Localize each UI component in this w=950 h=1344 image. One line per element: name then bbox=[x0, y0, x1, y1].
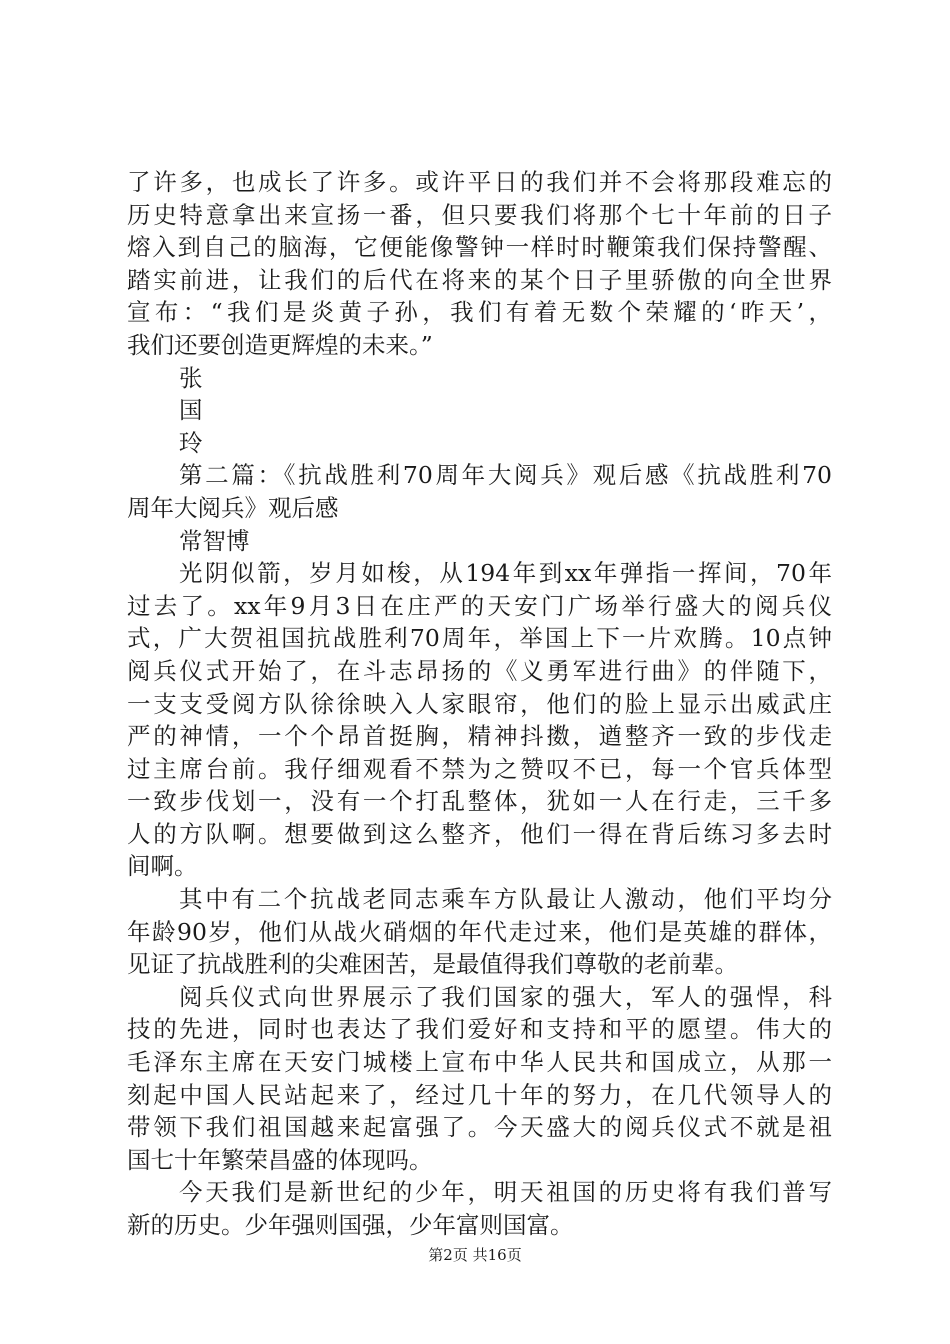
text-line: 过去了。xx年9月3日在庄严的天安门广场举行盛大的阅兵仪 bbox=[127, 591, 832, 620]
text-line: 新的历史。少年强则国强，少年富则国富。 bbox=[127, 1211, 574, 1239]
text-line: 我们还要创造更辉煌的未来。” bbox=[127, 330, 433, 359]
text-line: 严的神情，一个个昂首挺胸，精神抖擞，遒整齐一致的步伐走 bbox=[127, 722, 832, 751]
text-line: 式，广大贺祖国抗战胜利70周年，举国上下一片欢腾。10点钟 bbox=[127, 624, 832, 653]
text-line: 玲 bbox=[179, 428, 203, 457]
text-line: 今天我们是新世纪的少年，明天祖国的历史将有我们普写 bbox=[179, 1178, 832, 1207]
text-line: 间啊。 bbox=[127, 852, 198, 881]
text-line: 熔入到自己的脑海，它便能像警钟一样时时鞭策我们保持警醒、 bbox=[127, 233, 832, 262]
text-line: 技的先进，同时也表达了我们爱好和支持和平的愿望。伟大的 bbox=[127, 1015, 832, 1044]
text-line: 常智博 bbox=[179, 526, 250, 555]
text-line: 国 bbox=[179, 396, 203, 425]
text-line: 宣布：“我们是炎黄子孙，我们有着无数个荣耀的‘昨天’， bbox=[127, 298, 832, 327]
text-line: 张 bbox=[179, 363, 203, 392]
text-line: 年龄90岁，他们从战火硝烟的年代走过来，他们是英雄的群体， bbox=[127, 917, 832, 946]
text-line: 带领下我们祖国越来起富强了。今天盛大的阅兵仪式不就是祖 bbox=[127, 1113, 832, 1142]
document-body bbox=[127, 166, 832, 1242]
text-line: 阅兵仪式向世界展示了我们国家的强大，军人的强悍，科 bbox=[179, 982, 832, 1011]
page-footer: 第2页 共16页 bbox=[428, 1246, 522, 1264]
text-line: 周年大阅兵》观后感 bbox=[127, 493, 339, 522]
text-line: 过主席台前。我仔细观看不禁为之赞叹不已，每一个官兵体型 bbox=[127, 754, 832, 783]
text-line: 一致步伐划一，没有一个打乱整体，犹如一人在行走，三千多 bbox=[127, 787, 832, 816]
text-line: 人的方队啊。想要做到这么整齐，他们一得在背后练习多去时 bbox=[127, 819, 832, 848]
text-line: 见证了抗战胜利的尖难困苦，是最值得我们尊敬的老前辈。 bbox=[127, 950, 738, 979]
text-line: 了许多，也成长了许多。或许平日的我们并不会将那段难忘的 bbox=[127, 168, 832, 196]
text-line: 历史特意拿出来宣扬一番，但只要我们将那个七十年前的日子 bbox=[127, 200, 832, 229]
text-line: 踏实前进，让我们的后代在将来的某个日子里骄傲的向全世界 bbox=[127, 265, 832, 294]
text-line: 国七十年繁荣昌盛的体现吗。 bbox=[127, 1145, 433, 1174]
text-line: 光阴似箭，岁月如梭，从194年到xx年弹指一挥间，70年 bbox=[179, 559, 832, 588]
text-line: 一支支受阅方队徐徐映入人家眼帘，他们的脸上显示出威武庄 bbox=[127, 689, 832, 718]
text-line: 毛泽东主席在天安门城楼上宣布中华人民共和国成立，从那一 bbox=[127, 1048, 832, 1077]
text-line: 刻起中国人民站起来了，经过几十年的努力，在几代领导人的 bbox=[127, 1080, 832, 1109]
text-line: 其中有二个抗战老同志乘车方队最让人激动，他们平均分 bbox=[179, 885, 832, 914]
text-line: 第二篇：《抗战胜利70周年大阅兵》观后感《抗战胜利70 bbox=[179, 461, 832, 490]
text-line: 阅兵仪式开始了，在斗志昂扬的《义勇军进行曲》的伴随下， bbox=[127, 656, 832, 685]
